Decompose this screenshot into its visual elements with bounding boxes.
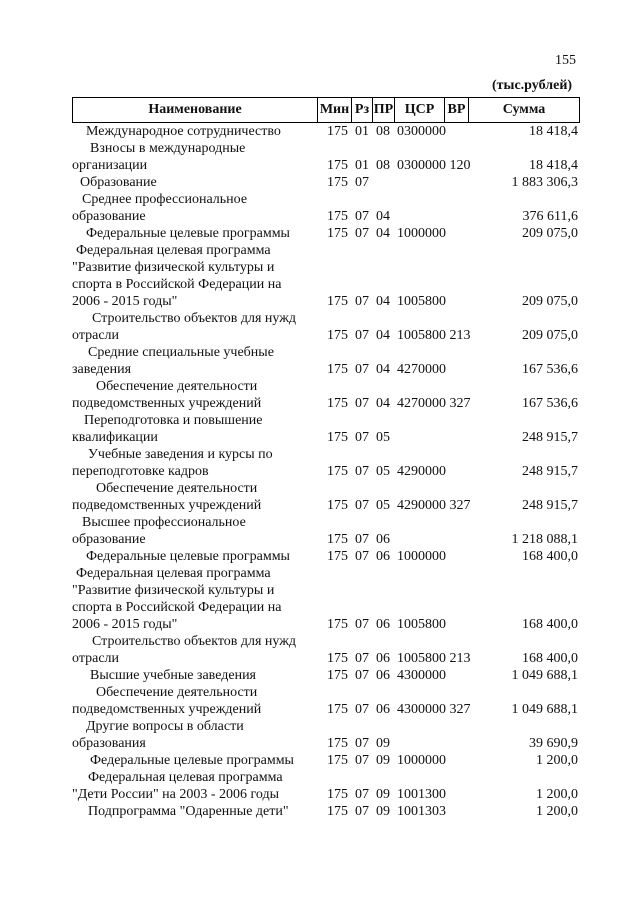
table-header	[72, 97, 580, 123]
row-codes: 175 07 04 1005800 213	[327, 328, 471, 343]
row-name	[72, 191, 317, 225]
row-sum: 1 218 088,1	[511, 532, 578, 547]
row-name	[72, 344, 317, 378]
row-name-line: спорта в Российской Федерации на	[72, 600, 282, 615]
row-name-line: заведения	[72, 362, 132, 377]
table-row	[72, 684, 580, 718]
row-name	[72, 174, 317, 191]
row-name-line: Среднее профессиональное	[82, 192, 248, 207]
row-name-line: Строительство объектов для нужд	[92, 311, 297, 326]
row-name	[72, 684, 317, 718]
row-codes: 175 07 09	[327, 736, 390, 751]
row-name	[72, 480, 317, 514]
row-name-line: Средние специальные учебные	[88, 345, 274, 360]
row-name-line: Строительство объектов для нужд	[92, 634, 297, 649]
row-codes: 175 07 06 1005800 213	[327, 651, 471, 666]
header-rz: Рз	[351, 98, 372, 122]
row-name-line: образование	[72, 209, 146, 224]
row-sum: 1 049 688,1	[511, 702, 578, 717]
row-name	[72, 752, 317, 769]
row-name	[72, 769, 317, 803]
row-name	[72, 565, 317, 633]
table-row	[72, 140, 580, 174]
row-sum: 1 049 688,1	[511, 668, 578, 683]
row-codes: 175 01 08 0300000 120	[327, 158, 471, 173]
row-codes: 175 07 06 1000000	[327, 549, 446, 564]
row-name-line: Федеральные целевые программы	[90, 753, 294, 768]
row-name-line: Международное сотрудничество	[86, 124, 281, 139]
table-row	[72, 667, 580, 684]
table-row	[72, 242, 580, 310]
table-row	[72, 174, 580, 191]
row-name	[72, 123, 317, 140]
row-name-line: Переподготовка и повышение	[84, 413, 263, 428]
row-codes: 175 01 08 0300000	[327, 124, 446, 139]
row-sum: 168 400,0	[522, 651, 578, 666]
row-name-line: Федеральная целевая программа	[76, 566, 271, 581]
row-name	[72, 803, 317, 820]
table-row	[72, 548, 580, 565]
row-name-line: Федеральная целевая программа	[88, 770, 283, 785]
row-sum: 18 418,4	[529, 158, 578, 173]
row-sum: 167 536,6	[522, 362, 578, 377]
row-sum: 168 400,0	[522, 549, 578, 564]
table-row	[72, 412, 580, 446]
row-name-line: Обеспечение деятельности	[96, 379, 258, 394]
row-name-line: организации	[72, 158, 148, 173]
row-name-line: подведомственных учреждений	[72, 498, 262, 513]
table-row	[72, 752, 580, 769]
row-sum: 248 915,7	[522, 464, 578, 479]
row-name-line: Обеспечение деятельности	[96, 481, 258, 496]
row-name	[72, 225, 317, 242]
row-name-line: подведомственных учреждений	[72, 396, 262, 411]
row-name-line: Высшие учебные заведения	[90, 668, 256, 683]
row-codes: 175 07 04 1005800	[327, 294, 446, 309]
row-name-line: Федеральная целевая программа	[76, 243, 271, 258]
header-csr: ЦСР	[394, 98, 444, 122]
row-name	[72, 310, 317, 344]
row-sum: 1 883 306,3	[511, 175, 578, 190]
row-name	[72, 140, 317, 174]
row-name-line: переподготовке кадров	[72, 464, 209, 479]
row-sum: 1 200,0	[536, 753, 578, 768]
row-codes: 175 07 06 4300000	[327, 668, 446, 683]
row-sum: 1 200,0	[536, 787, 578, 802]
table-row	[72, 191, 580, 225]
row-name-line: "Развитие физической культуры и	[72, 583, 275, 598]
header-sum: Сумма	[468, 98, 579, 122]
row-name	[72, 446, 317, 480]
row-name-line: подведомственных учреждений	[72, 702, 262, 717]
table-row	[72, 310, 580, 344]
row-codes: 175 07 05	[327, 430, 390, 445]
row-codes: 175 07 09 1001300	[327, 787, 446, 802]
row-name-line: "Дети России" на 2003 - 2006 годы	[72, 787, 280, 802]
table-row	[72, 480, 580, 514]
row-sum: 209 075,0	[522, 226, 578, 241]
row-codes: 175 07 04 4270000 327	[327, 396, 471, 411]
row-codes: 175 07	[327, 175, 369, 190]
table-row	[72, 769, 580, 803]
row-name-line: отрасли	[72, 651, 120, 666]
row-sum: 209 075,0	[522, 328, 578, 343]
row-codes: 175 07 09 1001303	[327, 804, 446, 819]
row-name	[72, 412, 317, 446]
budget-table-body	[72, 123, 580, 820]
row-sum: 1 200,0	[536, 804, 578, 819]
table-row	[72, 378, 580, 412]
row-name	[72, 242, 317, 310]
row-codes: 175 07 04	[327, 209, 390, 224]
row-name	[72, 633, 317, 667]
row-name-line: 2006 - 2015 годы"	[72, 617, 178, 632]
row-sum: 248 915,7	[522, 430, 578, 445]
header-min: Мин	[317, 98, 351, 122]
row-codes: 175 07 06 4300000 327	[327, 702, 471, 717]
row-name	[72, 667, 317, 684]
table-row	[72, 803, 580, 820]
row-name	[72, 718, 317, 752]
table-row	[72, 225, 580, 242]
row-sum: 18 418,4	[529, 124, 578, 139]
table-row	[72, 565, 580, 633]
row-codes: 175 07 05 4290000 327	[327, 498, 471, 513]
table-row	[72, 514, 580, 548]
row-name-line: Образование	[80, 175, 157, 190]
row-name-line: квалификации	[72, 430, 158, 445]
row-name-line: образования	[72, 736, 146, 751]
units-label: (тыс.рублей)	[492, 78, 573, 93]
row-codes: 175 07 06	[327, 532, 390, 547]
table-row	[72, 633, 580, 667]
row-name-line: Обеспечение деятельности	[96, 685, 258, 700]
row-name-line: Федеральные целевые программы	[86, 549, 290, 564]
header-pr: ПР	[372, 98, 394, 122]
row-name-line: Учебные заведения и курсы по	[88, 447, 273, 462]
row-sum: 167 536,6	[522, 396, 578, 411]
row-name	[72, 548, 317, 565]
table-row	[72, 718, 580, 752]
row-name-line: Высшее профессиональное	[82, 515, 246, 530]
table-row	[72, 446, 580, 480]
row-codes: 175 07 04 4270000	[327, 362, 446, 377]
table-row	[72, 123, 580, 140]
row-name-line: "Развитие физической культуры и	[72, 260, 275, 275]
row-name-line: Подпрограмма "Одаренные дети"	[88, 804, 289, 819]
row-codes: 175 07 06 1005800	[327, 617, 446, 632]
header-name: Наименование	[148, 102, 242, 117]
row-codes: 175 07 04 1000000	[327, 226, 446, 241]
row-name-line: отрасли	[72, 328, 120, 343]
row-name-line: образование	[72, 532, 146, 547]
row-codes: 175 07 05 4290000	[327, 464, 446, 479]
header-vr: ВР	[444, 98, 468, 122]
row-name-line: 2006 - 2015 годы"	[72, 294, 178, 309]
row-sum: 209 075,0	[522, 294, 578, 309]
row-sum: 376 611,6	[522, 209, 578, 224]
row-name-line: Другие вопросы в области	[86, 719, 244, 734]
row-name	[72, 514, 317, 548]
row-sum: 168 400,0	[522, 617, 578, 632]
row-codes: 175 07 09 1000000	[327, 753, 446, 768]
row-name-line: спорта в Российской Федерации на	[72, 277, 282, 292]
page-number: 155	[555, 53, 576, 68]
row-name-line: Взносы в международные	[90, 141, 246, 156]
row-name	[72, 378, 317, 412]
row-sum: 248 915,7	[522, 498, 578, 513]
row-name-line: Федеральные целевые программы	[86, 226, 290, 241]
table-row	[72, 344, 580, 378]
row-sum: 39 690,9	[529, 736, 578, 751]
